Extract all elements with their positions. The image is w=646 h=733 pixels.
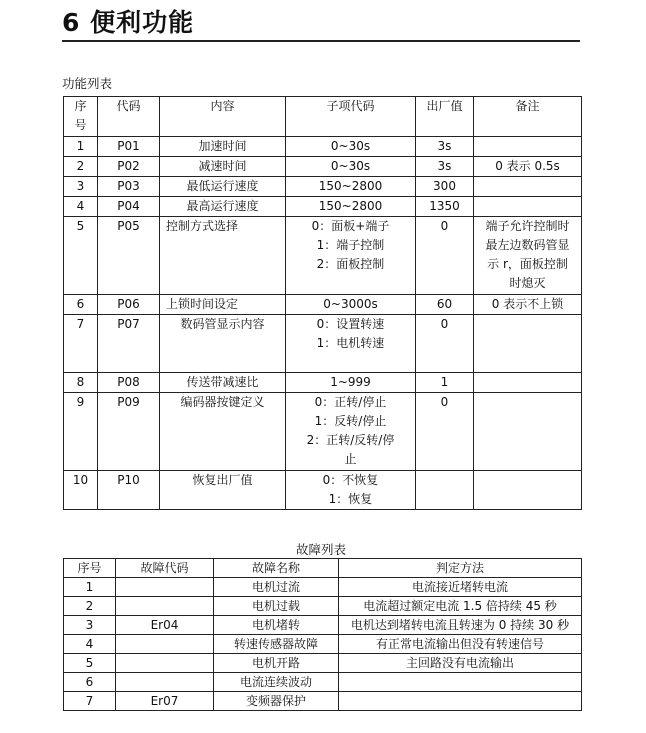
cell-sub: 0~30s: [286, 157, 416, 177]
title-divider: [62, 40, 580, 42]
table-row: [64, 393, 582, 471]
cell-no: 5: [64, 217, 98, 295]
cell-default: 60: [416, 295, 474, 315]
cell-content: 数码管显示内容: [160, 315, 286, 373]
cell-code: P05: [98, 217, 160, 295]
cell-method: 电机达到堵转电流且转速为 0 持续 30 秒: [339, 616, 582, 635]
header-method: 判定方法: [339, 559, 582, 578]
cell-sub: 0：面板+端子 1：端子控制 2：面板控制: [286, 217, 416, 295]
table-row: [64, 471, 582, 510]
cell-name: 电机开路: [214, 654, 339, 673]
function-table: [63, 96, 582, 510]
table-row: [64, 137, 582, 157]
cell-code: P10: [98, 471, 160, 510]
cell-note: [474, 197, 582, 217]
cell-default: 300: [416, 177, 474, 197]
cell-content: 减速时间: [160, 157, 286, 177]
cell-name: 电机堵转: [214, 616, 339, 635]
cell-name: 转速传感器故障: [214, 635, 339, 654]
cell-no: 9: [64, 393, 98, 471]
cell-code: [116, 635, 214, 654]
cell-name: 变频器保护: [214, 692, 339, 711]
cell-method: [339, 692, 582, 711]
page-title: 6 便利功能: [62, 8, 195, 37]
cell-method: 主回路没有电流输出: [339, 654, 582, 673]
cell-content: 最高运行速度: [160, 197, 286, 217]
cell-content: 编码器按键定义: [160, 393, 286, 471]
cell-no: 10: [64, 471, 98, 510]
table-row: [64, 373, 582, 393]
cell-note: [474, 393, 582, 471]
cell-code: [116, 597, 214, 616]
cell-code: [116, 578, 214, 597]
fault-list-caption: 故障列表: [296, 542, 347, 557]
cell-no: 5: [64, 654, 116, 673]
cell-sub: 1~999: [286, 373, 416, 393]
cell-code: P06: [98, 295, 160, 315]
cell-note: 端子允许控制时 最左边数码管显 示 r，面板控制 时熄灭: [474, 217, 582, 295]
cell-no: 6: [64, 673, 116, 692]
cell-default: 1: [416, 373, 474, 393]
cell-default: 1350: [416, 197, 474, 217]
table-row: [64, 177, 582, 197]
table-row: [64, 157, 582, 177]
cell-no: 3: [64, 177, 98, 197]
cell-method: 电流接近堵转电流: [339, 578, 582, 597]
cell-code: P08: [98, 373, 160, 393]
cell-default: 0: [416, 393, 474, 471]
cell-code: P01: [98, 137, 160, 157]
cell-code: [116, 654, 214, 673]
cell-method: 有正常电流输出但没有转速信号: [339, 635, 582, 654]
cell-no: 8: [64, 373, 98, 393]
cell-no: 4: [64, 635, 116, 654]
table-row: [64, 597, 582, 616]
header-subcode: 子项代码: [286, 97, 416, 137]
table-row: [64, 635, 582, 654]
cell-code: P04: [98, 197, 160, 217]
cell-method: 电流超过额定电流 1.5 倍持续 45 秒: [339, 597, 582, 616]
cell-no: 7: [64, 315, 98, 373]
cell-content: 最低运行速度: [160, 177, 286, 197]
cell-name: 电机过载: [214, 597, 339, 616]
cell-code: P07: [98, 315, 160, 373]
cell-code: [116, 673, 214, 692]
cell-no: 6: [64, 295, 98, 315]
cell-content: 上锁时间设定: [160, 295, 286, 315]
table-row: [64, 295, 582, 315]
cell-default: 3s: [416, 157, 474, 177]
cell-no: 1: [64, 137, 98, 157]
cell-content: 恢复出厂值: [160, 471, 286, 510]
cell-note: [474, 177, 582, 197]
cell-default: 3s: [416, 137, 474, 157]
header-note: 备注: [474, 97, 582, 137]
cell-no: 2: [64, 597, 116, 616]
table-row: [64, 616, 582, 635]
cell-sub: 0~30s: [286, 137, 416, 157]
cell-code: P02: [98, 157, 160, 177]
table-row: [64, 673, 582, 692]
header-default: 出厂值: [416, 97, 474, 137]
cell-note: [474, 373, 582, 393]
cell-content: 控制方式选择: [160, 217, 286, 295]
cell-no: 2: [64, 157, 98, 177]
cell-code: Er04: [116, 616, 214, 635]
header-fault-code: 故障代码: [116, 559, 214, 578]
table-row: [64, 578, 582, 597]
cell-name: 电流连续波动: [214, 673, 339, 692]
table-row: [64, 197, 582, 217]
cell-no: 3: [64, 616, 116, 635]
header-content: 内容: [160, 97, 286, 137]
table-row: [64, 217, 582, 295]
cell-content: 加速时间: [160, 137, 286, 157]
cell-name: 电机过流: [214, 578, 339, 597]
function-list-caption: 功能列表: [62, 76, 113, 91]
cell-method: [339, 673, 582, 692]
table-row: [64, 692, 582, 711]
cell-note: [474, 315, 582, 373]
table-row: [64, 654, 582, 673]
cell-no: 4: [64, 197, 98, 217]
header-fault-name: 故障名称: [214, 559, 339, 578]
fault-table-header: [64, 559, 582, 578]
cell-code: Er07: [116, 692, 214, 711]
header-no: 序 号: [64, 97, 98, 137]
cell-sub: 150~2800: [286, 177, 416, 197]
cell-default: 0: [416, 315, 474, 373]
header-no: 序号: [64, 559, 116, 578]
fault-table: [63, 558, 582, 711]
cell-code: P03: [98, 177, 160, 197]
cell-no: 7: [64, 692, 116, 711]
function-table-header: [64, 97, 582, 137]
cell-sub: 0：不恢复 1：恢复: [286, 471, 416, 510]
cell-note: [474, 471, 582, 510]
cell-sub: 150~2800: [286, 197, 416, 217]
cell-code: P09: [98, 393, 160, 471]
header-code: 代码: [98, 97, 160, 137]
cell-content: 传送带减速比: [160, 373, 286, 393]
cell-default: [416, 471, 474, 510]
cell-note: 0 表示 0.5s: [474, 157, 582, 177]
cell-note: [474, 137, 582, 157]
cell-note: 0 表示不上锁: [474, 295, 582, 315]
table-row: [64, 315, 582, 373]
cell-sub: 0：正转/停止 1：反转/停止 2：正转/反转/停 止: [286, 393, 416, 471]
cell-sub: 0：设置转速 1：电机转速: [286, 315, 416, 373]
cell-sub: 0~3000s: [286, 295, 416, 315]
cell-no: 1: [64, 578, 116, 597]
cell-default: 0: [416, 217, 474, 295]
